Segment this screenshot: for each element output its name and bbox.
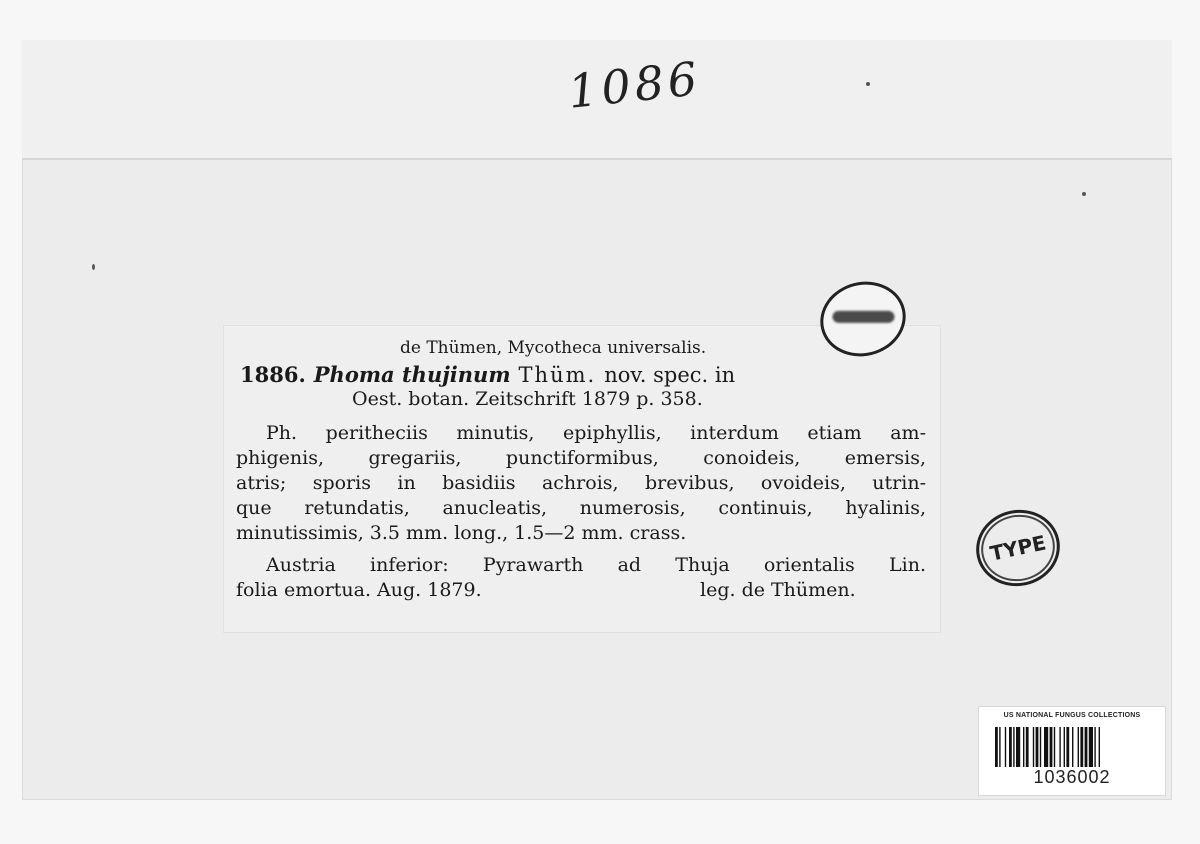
barcode-bar — [1054, 727, 1055, 767]
barcode-bar — [1016, 727, 1020, 767]
barcode-bar — [1040, 727, 1041, 767]
description-line: minutissimis, 3.5 mm. long., 1.5—2 mm. crass. — [236, 522, 687, 544]
specimen-label — [224, 326, 940, 632]
handwritten-accession-number: 1086 — [565, 51, 704, 119]
barcode-label — [978, 706, 1166, 796]
barcode-number: 1036002 — [1033, 767, 1111, 787]
barcode-bar — [1085, 727, 1088, 767]
barcode-bar — [1036, 727, 1039, 767]
barcode-bar — [1033, 727, 1034, 767]
barcode-bar — [1059, 727, 1060, 767]
description-line: atris; sporis in basidiis achrois, brevibus, ovoideis, utrin- — [236, 472, 926, 494]
locality-line: folia emortua. Aug. 1879. — [236, 579, 482, 601]
description-line: que retundatis, anucleatis, numerosis, continuis, hyalinis, — [236, 497, 926, 519]
barcode-bar — [1089, 727, 1093, 767]
barcode-bar — [1072, 727, 1073, 767]
barcode-icon — [995, 727, 1149, 767]
paper-speck — [92, 264, 95, 270]
barcode-bar — [999, 727, 1000, 767]
barcode-bar — [1013, 727, 1014, 767]
paper-speck — [866, 82, 870, 86]
barcode-bar — [1005, 727, 1006, 767]
title-suffix: nov. spec. in — [604, 363, 736, 387]
barcode-bar — [1094, 727, 1095, 767]
description-line: Ph. peritheciis minutis, epiphyllis, interdum etiam am- — [266, 422, 926, 444]
barcode-bar — [1080, 727, 1083, 767]
collector: leg. de Thümen. — [700, 579, 856, 601]
barcode-bar — [995, 727, 998, 767]
type-stamp-text: TYPE — [987, 530, 1049, 566]
barcode-bar — [1023, 727, 1024, 767]
barcode-bar — [1026, 727, 1029, 767]
publication-reference: Oest. botan. Zeitschrift 1879 p. 358. — [352, 388, 703, 410]
barcode-bar — [1044, 727, 1048, 767]
label-header: de Thümen, Mycotheca universalis. — [400, 338, 707, 358]
species-name: Phoma thujinum — [313, 362, 511, 387]
description-line: phigenis, gregariis, punctiformibus, conoideis, emersis, — [236, 447, 926, 469]
locality-line: Austria inferior: Pyrawarth ad Thuja orientalis Lin. — [266, 554, 926, 576]
barcode-bar — [1009, 727, 1012, 767]
barcode-bar — [1050, 727, 1053, 767]
barcode-bar — [1099, 727, 1100, 767]
barcode-bar — [1064, 727, 1065, 767]
barcode-caption: US NATIONAL FUNGUS COLLECTIONS — [1003, 712, 1141, 719]
paper-speck — [1082, 192, 1086, 196]
exsiccata-number: 1886. — [240, 362, 306, 387]
species-author: Thüm. — [518, 363, 597, 387]
barcode-bar — [1066, 727, 1069, 767]
stamp-smear — [832, 311, 894, 323]
label-title — [240, 362, 735, 387]
barcode-bar — [1078, 727, 1079, 767]
